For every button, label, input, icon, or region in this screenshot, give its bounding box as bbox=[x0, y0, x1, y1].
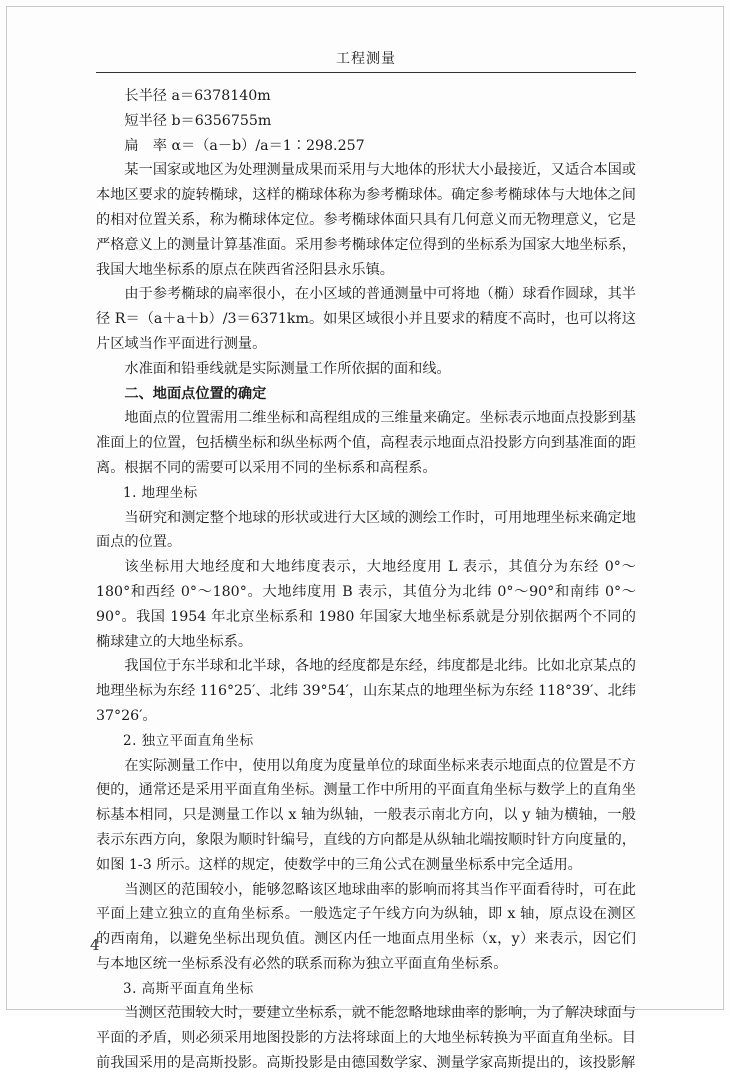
paragraph-independent-plane-2: 当测区的范围较小，能够忽略该区地球曲率的影响而将其当作平面看待时，可在此平面上建立独立的直角坐标系。一般选定子午线方向为纵轴，即 x 轴，原点设在测区的西南角，以避免坐标出现负值。测区内任一地面点用坐标（x，y）来表示，因它们与本地区统一坐标系没有必然的联系而称为独立平面直角坐标系。 bbox=[96, 881, 636, 972]
paragraph-section-intro: 地面点的位置需用二维坐标和高程组成的三维量来确定。坐标表示地面点投影到基准面上的位置，包括横坐标和纵坐标两个值，高程表示地面点沿投影方向到基准面的距离。根据不同的需要可以采用不同的坐标系和高程系。 bbox=[96, 410, 636, 476]
paragraph-independent-plane-1: 在实际测量工作中，使用以角度为度量单位的球面坐标来表示地面点的位置是不方便的，通常还是采用平面直角坐标。测量工作中所用的平面直角坐标与数学上的直角坐标基本相同，只是测量工作以 x 轴为纵轴，一般表示南北方向，以 y 轴为横轴，一般表示东西方向，象限为顺时针编号，直线的方向都是从纵轴北端按顺时针方向度量的，如图 1-3 所示。这样的规定，使数学中的三角公式在测量坐标系中完全适用。 bbox=[96, 757, 636, 873]
subsection-heading-independent-plane: 2. 独立平面直角坐标 bbox=[123, 732, 254, 749]
running-header: 工程测量 bbox=[336, 51, 396, 67]
page-number: 4 bbox=[90, 936, 100, 954]
page-border-right bbox=[723, 6, 724, 1010]
paragraph-reference-ellipsoid: 某一国家或地区为处理测量成果而采用与大地体的形状大小最接近，又适合本国或本地区要求的旋转椭球，这样的椭球体称为参考椭球体。确定参考椭球体与大地体之间的相对位置关系，称为椭球体定位。参考椭球体面只具有几何意义而无物理意义，它是严格意义上的测量计算基准面。采用参考椭球体定位得到的坐标系为国家大地坐标系，我国大地坐标系的原点在陕西省泾阳县永乐镇。 bbox=[96, 162, 636, 278]
paragraph-geographic-2: 该坐标用大地经度和大地纬度表示，大地经度用 L 表示，其值分为东经 0°～180°和西经 0°～180°。大地纬度用 B 表示，其值分为北纬 0°～90°和南纬 0°～90°。我国 1954 年北京坐标系和 1980 年国家大地坐标系就是分别依据两个不同的椭球建立的大地坐标系。 bbox=[96, 559, 636, 650]
section-heading: 二、地面点位置的确定 bbox=[124, 385, 267, 402]
page-border-left bbox=[6, 6, 7, 1010]
paragraph-sphere-approximation: 由于参考椭球的扁率很小，在小区域的普通测量中可将地（椭）球看作圆球，其半径 R＝（a＋a＋b）/3＝6371km。如果区域很小并且要求的精度不高时，也可以将这片区域当作平面进行测量。 bbox=[96, 286, 636, 352]
paragraph-geographic-3: 我国位于东半球和北半球，各地的经度都是东经，纬度都是北纬。比如北京某点的地理坐标为东经 116°25′、北纬 39°54′，山东某点的地理坐标为东经 118°39′、北纬 37°26′。 bbox=[96, 658, 636, 724]
paragraph-gauss-1: 当测区范围较大时，要建立坐标系，就不能忽略地球曲率的影响，为了解决球面与平面的矛盾，则必须采用地图投影的方法将球面上的大地坐标转换为平面直角坐标。目前我国采用的是高斯投影。高斯投影是由德国数学家、测量学家高斯提出的，该投影解 bbox=[96, 1005, 636, 1072]
flattening: 扁 率 α＝（a－b）/a＝1∶298.257 bbox=[124, 137, 365, 154]
header-rule bbox=[96, 72, 636, 73]
semi-minor-axis: 短半径 b＝6356755m bbox=[124, 112, 272, 129]
subsection-heading-gauss: 3. 高斯平面直角坐标 bbox=[123, 980, 254, 997]
page-border-top bbox=[6, 6, 724, 7]
page-body bbox=[96, 84, 636, 1076]
paragraph-geographic-1: 当研究和测定整个地球的形状或进行大区域的测绘工作时，可用地理坐标来确定地面点的位置。 bbox=[96, 509, 636, 551]
paragraph-level-surface: 水准面和铅垂线就是实际测量工作所依据的面和线。 bbox=[124, 360, 451, 377]
subsection-heading-geographic: 1. 地理坐标 bbox=[123, 484, 198, 501]
semi-major-axis: 长半径 a＝6378140m bbox=[124, 88, 271, 104]
